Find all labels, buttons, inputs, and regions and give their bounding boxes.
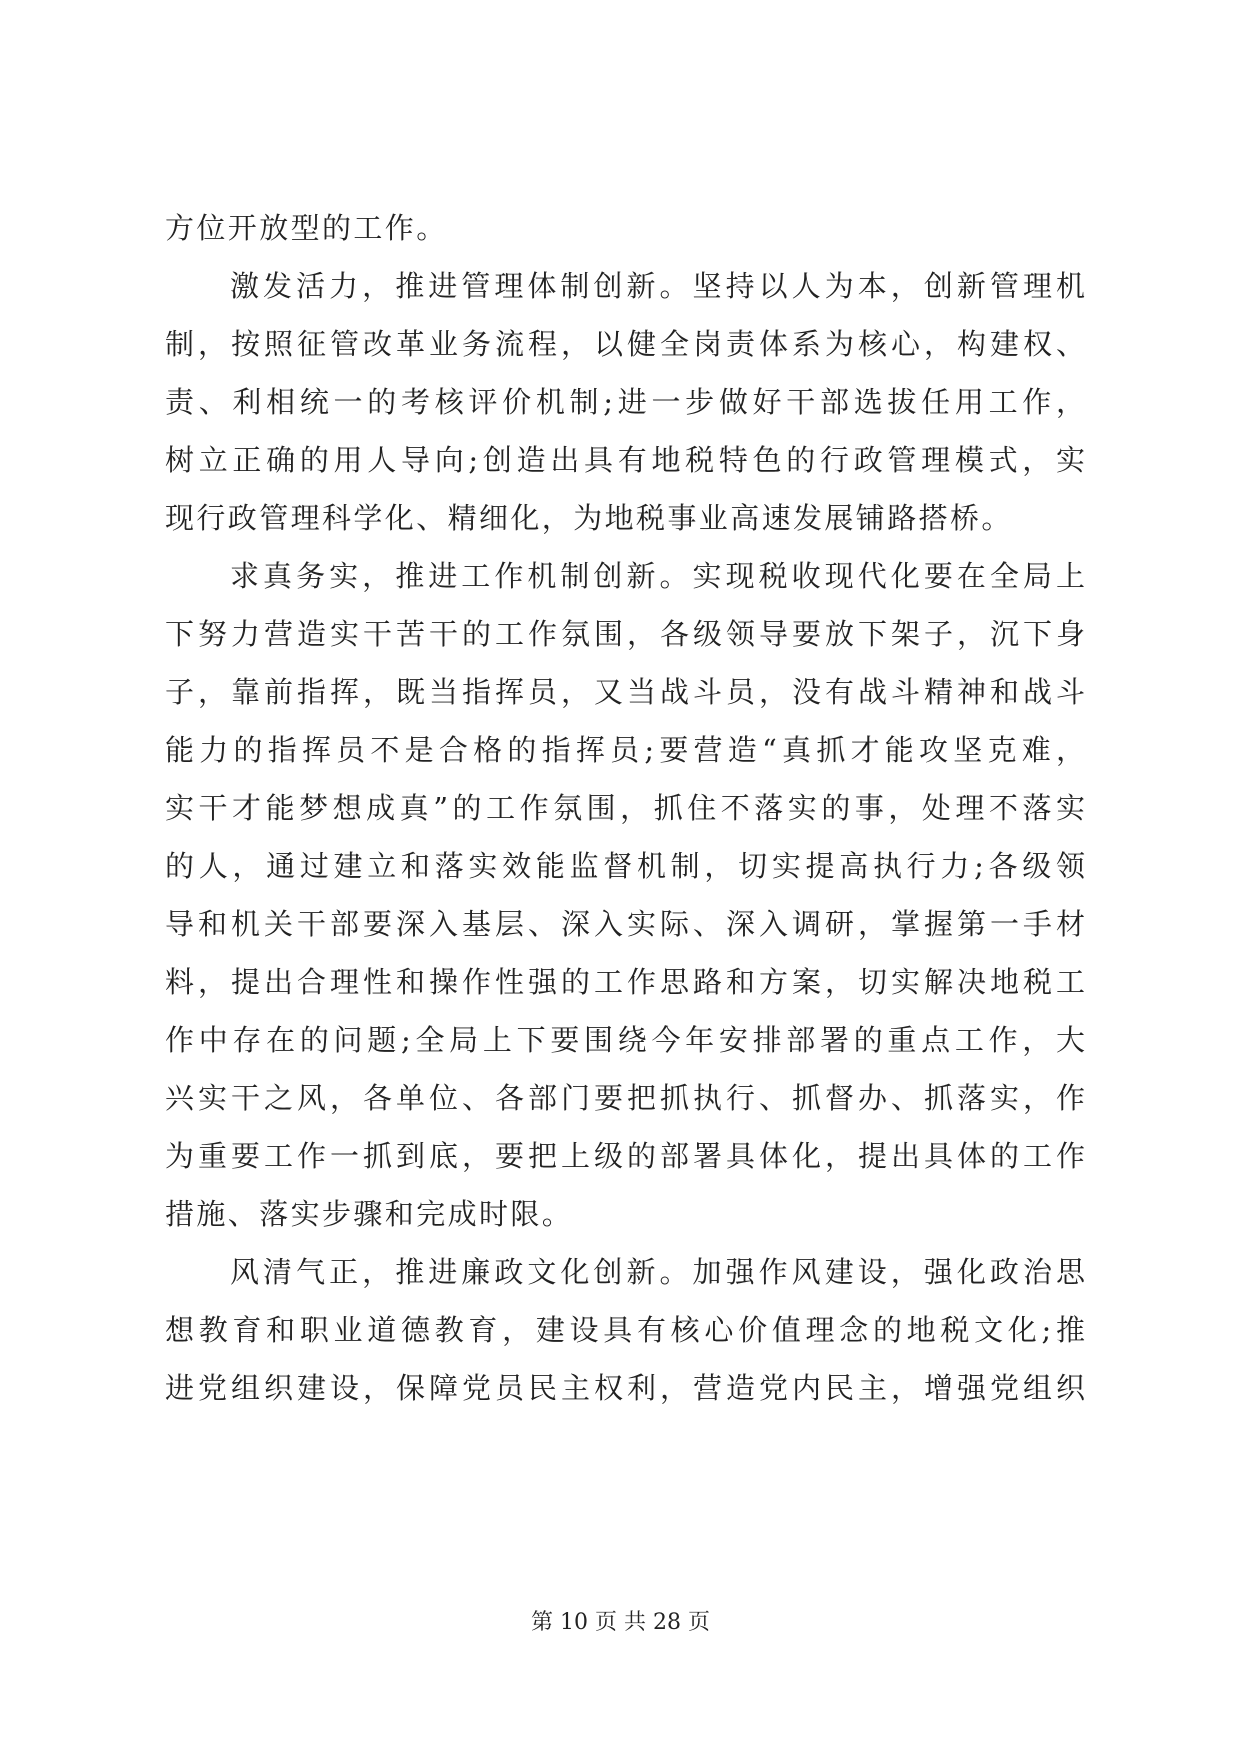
text-line: 作中存在的问题;全局上下要围绕今年安排部署的重点工作，大 (165, 1023, 1085, 1057)
text-line: 措施、落实步骤和完成时限。 (165, 1197, 574, 1231)
text-line: 下努力营造实干苦干的工作氛围，各级领导要放下架子，沉下身 (165, 617, 1085, 651)
text-line: 激发活力，推进管理体制创新。坚持以人为本，创新管理机 (230, 269, 1085, 303)
text-line: 进党组织建设，保障党员民主权利，营造党内民主，增强党组织 (165, 1371, 1085, 1405)
text-line: 想教育和职业道德教育，建设具有核心价值理念的地税文化;推 (165, 1313, 1085, 1347)
text-line: 责、利相统一的考核评价机制;进一步做好干部选拔任用工作， (165, 385, 1085, 419)
text-line: 求真务实，推进工作机制创新。实现税收现代化要在全局上 (230, 559, 1085, 593)
text-line: 料，提出合理性和操作性强的工作思路和方案，切实解决地税工 (165, 965, 1085, 999)
text-line: 树立正确的用人导向;创造出具有地税特色的行政管理模式，实 (165, 443, 1085, 477)
text-line: 子，靠前指挥，既当指挥员，又当战斗员，没有战斗精神和战斗 (165, 675, 1085, 709)
text-line: 实干才能梦想成真”的工作氛围，抓住不落实的事，处理不落实 (165, 791, 1085, 825)
text-line: 的人，通过建立和落实效能监督机制，切实提高执行力;各级领 (165, 849, 1085, 883)
body-text (165, 199, 1085, 1417)
text-line: 制，按照征管改革业务流程，以健全岗责体系为核心，构建权、 (165, 327, 1085, 361)
text-line: 为重要工作一抓到底，要把上级的部署具体化，提出具体的工作 (165, 1139, 1085, 1173)
text-line: 导和机关干部要深入基层、深入实际、深入调研，掌握第一手材 (165, 907, 1085, 941)
text-line: 方位开放型的工作。 (165, 211, 448, 245)
text-line: 现行政管理科学化、精细化，为地税事业高速发展铺路搭桥。 (165, 501, 1013, 535)
text-line: 风清气正，推进廉政文化创新。加强作风建设，强化政治思 (230, 1255, 1085, 1289)
text-line: 能力的指挥员不是合格的指挥员;要营造“真抓才能攻坚克难， (165, 733, 1085, 767)
page-footer: 第 10 页 共 28 页 (531, 1610, 710, 1635)
text-line: 兴实干之风，各单位、各部门要把抓执行、抓督办、抓落实，作 (165, 1081, 1085, 1115)
